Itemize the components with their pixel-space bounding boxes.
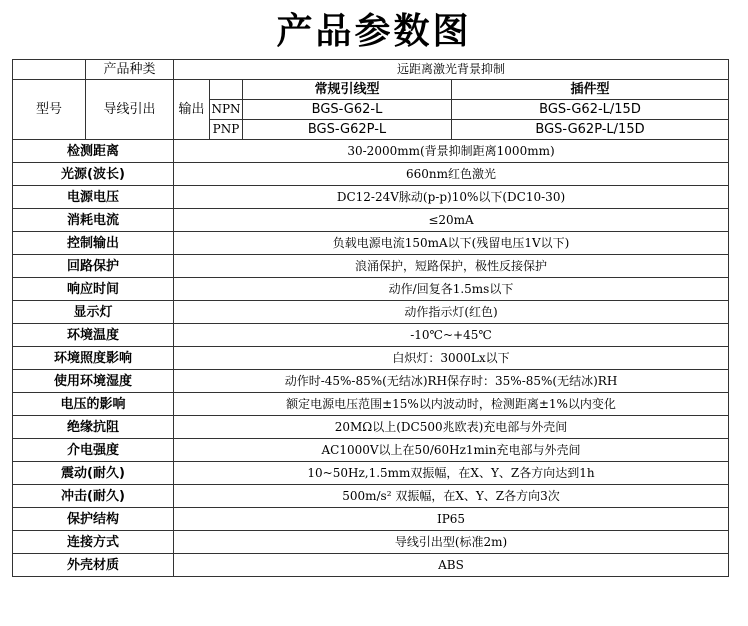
spec-value: 白炽灯：3000Lx以下 [174, 347, 729, 370]
npn-wire-model: BGS-G62-L [243, 100, 452, 120]
spec-label: 检测距离 [13, 140, 174, 163]
spec-value: 导线引出型(标准2m) [174, 531, 729, 554]
spec-value: ≤20mA [174, 209, 729, 232]
spec-row [13, 508, 729, 531]
spec-row [13, 186, 729, 209]
blank-cell [210, 80, 243, 100]
pnp-plug-model: BGS-G62P-L/15D [452, 120, 729, 140]
spec-row [13, 232, 729, 255]
spec-row [13, 439, 729, 462]
spec-row [13, 554, 729, 577]
spec-label: 消耗电流 [13, 209, 174, 232]
spec-row [13, 393, 729, 416]
spec-label: 回路保护 [13, 255, 174, 278]
spec-value: 20MΩ以上(DC500兆欧表)充电部与外壳间 [174, 416, 729, 439]
spec-table [12, 59, 729, 577]
spec-row [13, 255, 729, 278]
spec-label: 光源(波长) [13, 163, 174, 186]
npn-label: NPN [210, 100, 243, 120]
spec-label: 电压的影响 [13, 393, 174, 416]
product-type-value: 远距离激光背景抑制 [174, 60, 729, 80]
spec-value: -10℃~+45℃ [174, 324, 729, 347]
spec-value: 500m/s² 双振幅，在X、Y、Z各方向3次 [174, 485, 729, 508]
output-label: 输出 [174, 80, 210, 140]
spec-row [13, 416, 729, 439]
spec-label: 环境照度影响 [13, 347, 174, 370]
spec-row [13, 209, 729, 232]
spec-row [13, 531, 729, 554]
spec-value: 负载电源电流150mA以下(残留电压1V以下) [174, 232, 729, 255]
spec-label: 外壳材质 [13, 554, 174, 577]
spec-row [13, 163, 729, 186]
product-type-label: 产品种类 [86, 60, 174, 80]
spec-value: 动作时-45%-85%(无结冰)RH保存时：35%-85%(无结冰)RH [174, 370, 729, 393]
spec-value: AC1000V以上在50/60Hz1min充电部与外壳间 [174, 439, 729, 462]
pnp-wire-model: BGS-G62P-L [243, 120, 452, 140]
npn-plug-model: BGS-G62-L/15D [452, 100, 729, 120]
spec-label: 连接方式 [13, 531, 174, 554]
spec-value: 浪涌保护，短路保护，极性反接保护 [174, 255, 729, 278]
spec-label: 绝缘抗阻 [13, 416, 174, 439]
spec-label: 保护结构 [13, 508, 174, 531]
column-header-row [13, 80, 729, 100]
model-label: 型号 [13, 80, 86, 140]
spec-value: 30-2000mm(背景抑制距离1000mm) [174, 140, 729, 163]
spec-value: 660nm红色激光 [174, 163, 729, 186]
blank-cell [13, 60, 86, 80]
spec-row [13, 278, 729, 301]
spec-label: 响应时间 [13, 278, 174, 301]
spec-label: 冲击(耐久) [13, 485, 174, 508]
spec-row [13, 462, 729, 485]
wire-type-header: 常规引线型 [243, 80, 452, 100]
spec-label: 显示灯 [13, 301, 174, 324]
spec-value: DC12-24V脉动(p-p)10%以下(DC10-30) [174, 186, 729, 209]
spec-row [13, 324, 729, 347]
spec-value: 动作/回复各1.5ms以下 [174, 278, 729, 301]
plug-type-header: 插件型 [452, 80, 729, 100]
spec-value: IP65 [174, 508, 729, 531]
page-title: 产品参数图 [276, 11, 472, 52]
spec-label: 使用环境湿度 [13, 370, 174, 393]
spec-row [13, 301, 729, 324]
spec-row [13, 347, 729, 370]
pnp-label: PNP [210, 120, 243, 140]
product-type-row [13, 60, 729, 80]
spec-value: 额定电源电压范围±15%以内波动时，检测距离±1%以内变化 [174, 393, 729, 416]
spec-row [13, 485, 729, 508]
spec-value: 10~50Hz,1.5mm双振幅，在X、Y、Z各方向达到1h [174, 462, 729, 485]
spec-label: 电源电压 [13, 186, 174, 209]
spec-label: 震动(耐久) [13, 462, 174, 485]
spec-label: 环境温度 [13, 324, 174, 347]
wire-lead-label: 导线引出 [86, 80, 174, 140]
spec-row [13, 370, 729, 393]
spec-row [13, 140, 729, 163]
spec-value: ABS [174, 554, 729, 577]
spec-value: 动作指示灯(红色) [174, 301, 729, 324]
spec-label: 控制输出 [13, 232, 174, 255]
spec-label: 介电强度 [13, 439, 174, 462]
